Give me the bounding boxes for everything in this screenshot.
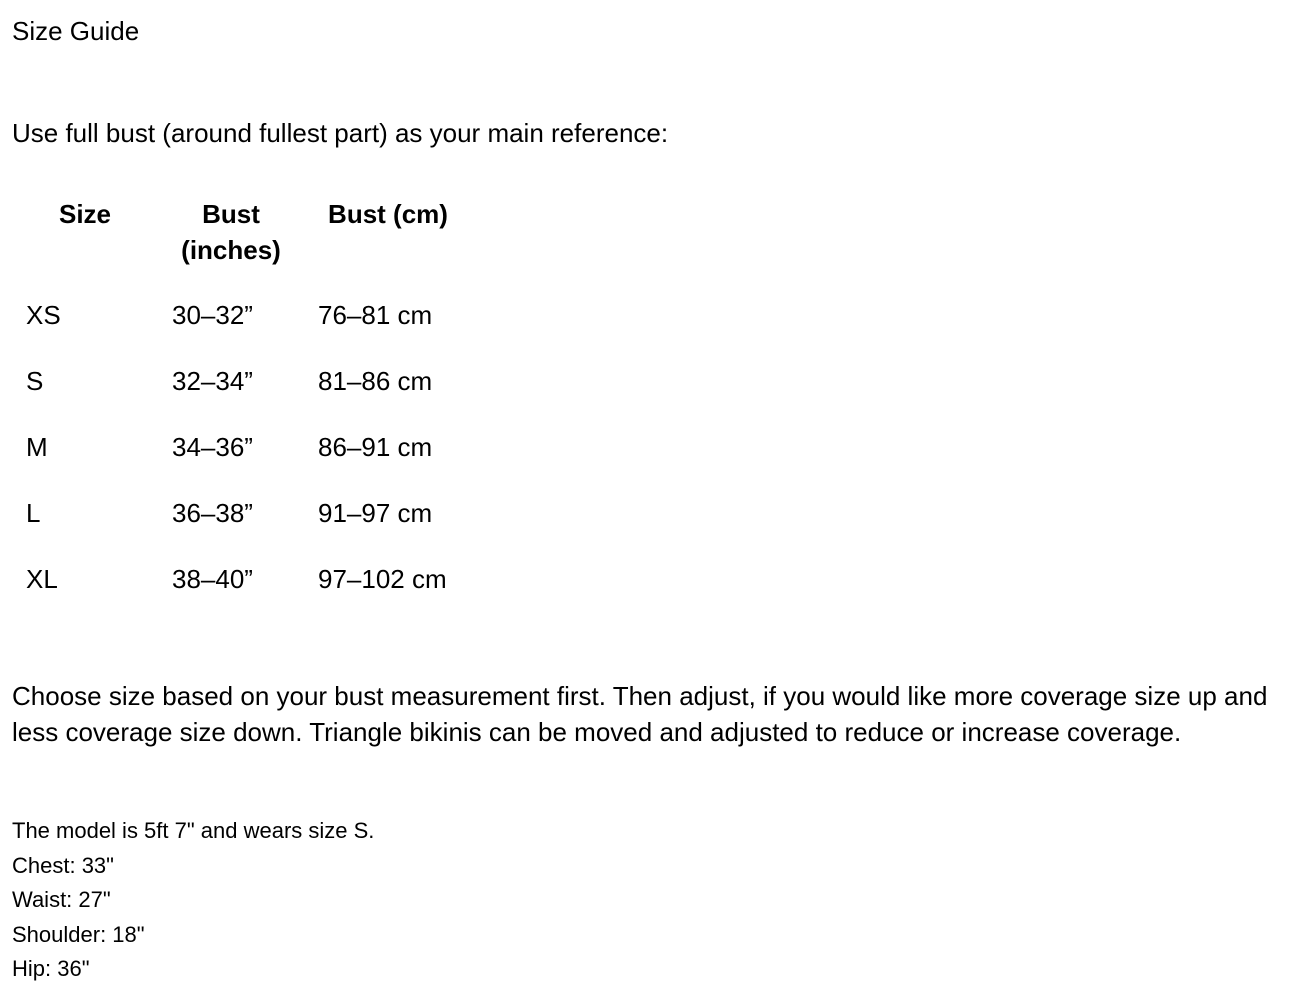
- table-header-row: [12, 188, 472, 282]
- model-intro: The model is 5ft 7" and wears size S.: [12, 818, 375, 843]
- cell-inches: 36–38”: [172, 498, 253, 528]
- cell-size: L: [26, 498, 41, 528]
- header-bust-inches-line2: (inches): [181, 235, 281, 265]
- cell-inches: 30–32”: [172, 300, 253, 330]
- cell-size: XS: [26, 300, 61, 330]
- cell-size: S: [26, 366, 44, 396]
- table-row: [12, 546, 472, 612]
- model-waist: Waist: 27": [12, 887, 111, 912]
- cell-cm: 91–97 cm: [318, 498, 433, 528]
- model-shoulder: Shoulder: 18": [12, 921, 145, 947]
- cell-inches: 38–40”: [172, 564, 253, 594]
- cell-size: M: [26, 432, 48, 462]
- model-chest: Chest: 33": [12, 852, 114, 878]
- table-row: [12, 282, 472, 348]
- cell-size: XL: [26, 564, 58, 594]
- table-row: [12, 480, 472, 546]
- cell-cm: 97–102 cm: [318, 564, 447, 594]
- size-table: [12, 188, 472, 612]
- cell-inches: 34–36”: [172, 432, 253, 462]
- cell-cm: 81–86 cm: [318, 366, 433, 396]
- header-size: Size: [58, 199, 112, 229]
- sizing-guidance-text: Choose size based on your bust measurement first. Then adjust, if you would like more coverage size up and less coverage size down. Triangle bikinis can be moved and adjusted to reduce or increase coverage.: [12, 681, 1268, 747]
- header-bust-inches: [158, 188, 304, 282]
- cell-cm: 76–81 cm: [318, 300, 433, 330]
- model-hip: Hip: 36": [12, 956, 90, 981]
- table-row: [12, 348, 472, 414]
- header-bust-cm: Bust (cm): [328, 199, 448, 229]
- intro-text: Use full bust (around fullest part) as your main reference:: [12, 118, 669, 148]
- page-title: Size Guide: [12, 16, 140, 46]
- model-measurements: [12, 814, 374, 987]
- cell-inches: 32–34”: [172, 366, 253, 396]
- header-bust-inches-line1: Bust: [202, 199, 260, 229]
- table-row: [12, 414, 472, 480]
- cell-cm: 86–91 cm: [318, 432, 433, 462]
